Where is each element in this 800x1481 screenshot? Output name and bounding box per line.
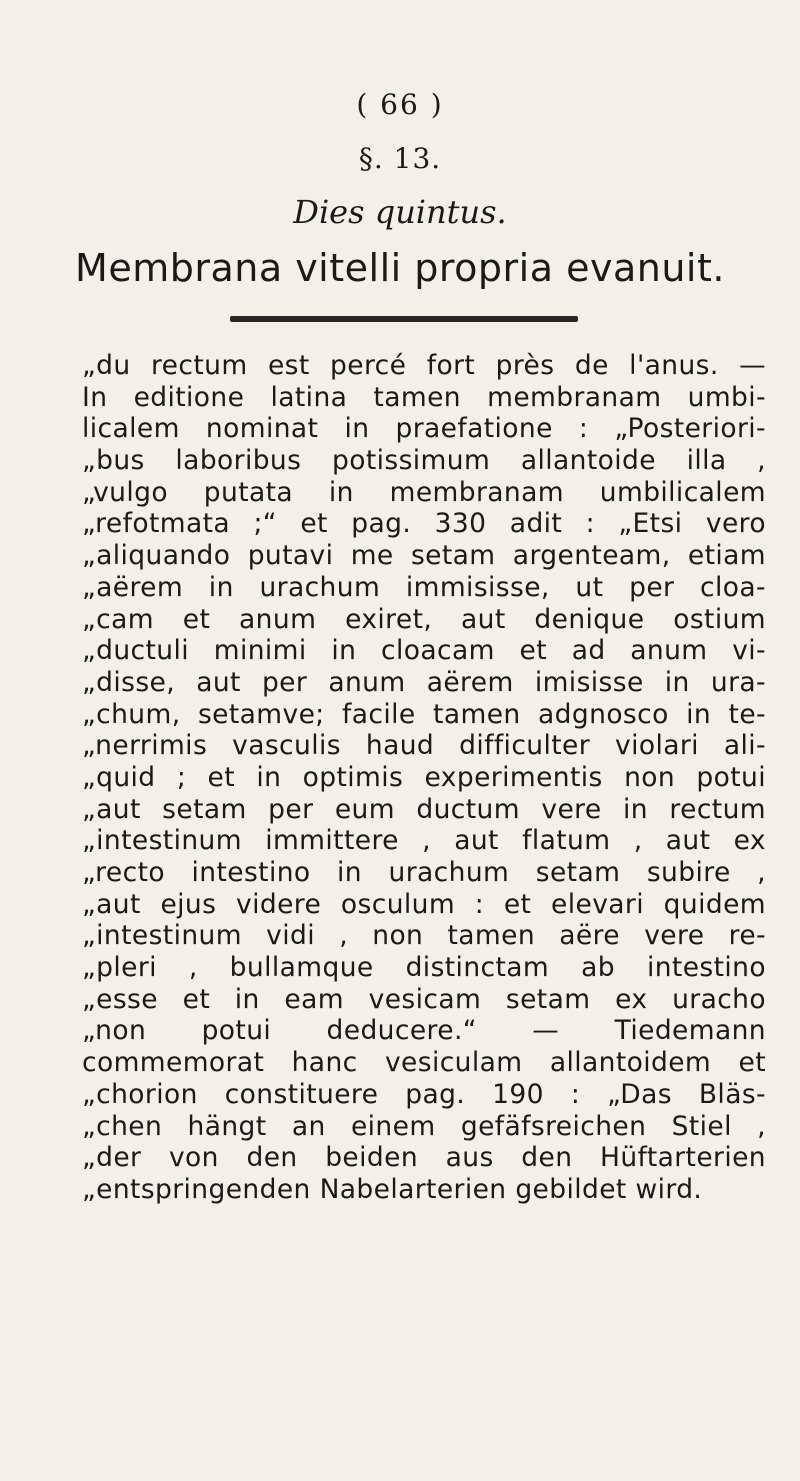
text-line: licalem nominat in praefatione : „Posteriori- [82, 413, 766, 445]
text-line: „aliquando putavi me setam argenteam, etiam [82, 540, 766, 572]
text-line: „der von den beiden aus den Hüftarterien [82, 1142, 766, 1174]
text-line: „ductuli minimi in cloacam et ad anum vi- [82, 635, 766, 667]
subtitle: Dies quintus. [293, 193, 507, 231]
page-title: Membrana vitelli propria evanuit. [75, 246, 725, 290]
text-line: commemorat hanc vesiculam allantoidem et [82, 1047, 766, 1079]
text-line: „refotmata ;“ et pag. 330 adit : „Etsi vero [82, 508, 766, 540]
text-line: „bus laboribus potissimum allantoide illa , [82, 445, 766, 477]
text-line: „non potui deducere.“ — Tiedemann [82, 1015, 766, 1047]
text-line: „chorion constituere pag. 190 : „Das Bläs- [82, 1078, 766, 1110]
text-line: „quid ; et in optimis experimentis non potui [82, 761, 766, 793]
text-line: In editione latina tamen membranam umbi- [82, 381, 766, 413]
text-line: „recto intestino in urachum setam subire , [82, 857, 766, 888]
text-line: „aërem in urachum immisisse, ut per cloa- [82, 571, 766, 603]
text-line: „pleri , bullamque distinctam ab intestino [82, 952, 766, 984]
text-line: „disse, aut per anum aërem imisisse in ura- [82, 666, 766, 698]
text-line: „nerrimis vasculis haud difficulter violari ali- [82, 730, 766, 762]
section-label: §. 13. [358, 142, 442, 175]
text-line: „cam et anum exiret, aut denique ostium [82, 603, 766, 635]
text-line: „entspringenden Nabelarterien gebildet wird. [82, 1173, 703, 1205]
body-text [82, 350, 766, 1206]
page-number: ( 66 ) [356, 88, 444, 121]
text-line: „chen hängt an einem gefäfsreichen Stiel , [82, 1110, 766, 1142]
text-line: „chum, setamve; facile tamen adgnosco in te- [82, 698, 766, 730]
text-line: „esse et in eam vesicam setam ex uracho [82, 983, 766, 1015]
text-line: „du rectum est percé fort près de l'anus. — [82, 350, 766, 381]
text-line: „aut setam per eum ductum vere in rectum [82, 793, 766, 825]
text-line: „intestinum vidi , non tamen aëre vere re- [82, 920, 766, 952]
text-line: „vulgo putata in membranam umbilicalem [82, 476, 766, 508]
text-line: „aut ejus videre osculum : et elevari quidem [82, 888, 766, 920]
text-line: „intestinum immittere , aut flatum , aut ex [82, 825, 766, 857]
divider-rule [230, 316, 578, 322]
